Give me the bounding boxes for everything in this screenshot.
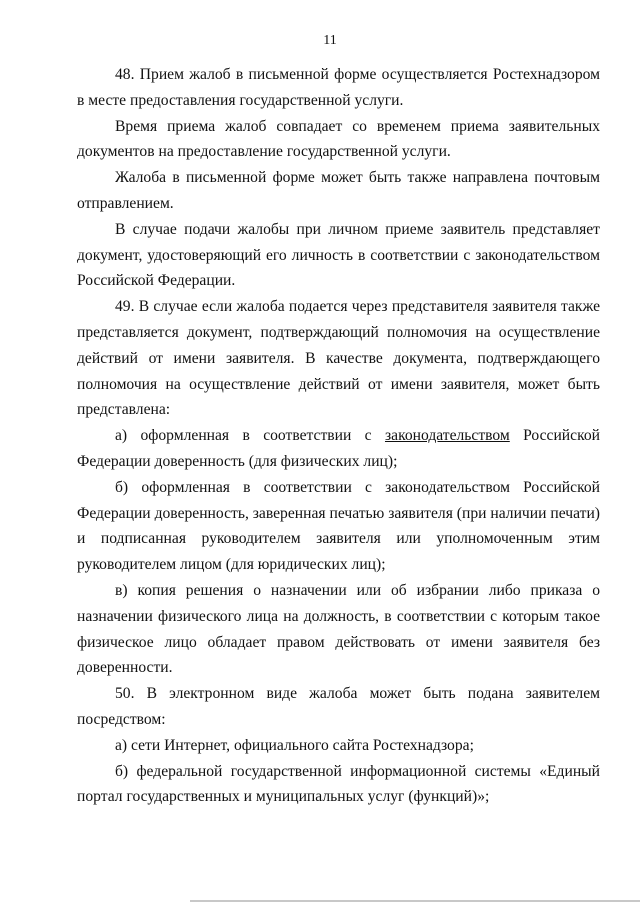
paragraph-49-c: в) копия решения о назначении или об избрании либо приказа о назначении физического лица на должность, в соответствии с которым такое физическое лицо обладает правом действовать от имени заявителя без доверенности. [77,581,600,677]
paragraph-48-post: Жалоба в письменной форме может быть также направлена почтовым отправлением. [77,169,600,212]
legislation-link[interactable]: законодательством [384,427,510,445]
bottom-edge-line [190,900,640,902]
paragraph-50-a: а) сети Интернет, официального сайта Ростехнадзора; [115,736,474,754]
paragraph-49-b: б) оформленная в соответствии с законодательством Российской Федерации доверенность, заверенная печатью заявителя (при наличии печати) и подписанная руководителем заявителя или уполномоченным этим руководителем лицом (для юридических лиц); [77,478,600,574]
paragraph-49-a-suffix: Российской Федерации доверенность (для физических лиц); [77,427,601,470]
paragraph-50-b: б) федеральной государственной информационной системы «Единый портал государственных и муниципальных услуг (функций)»; [77,762,600,806]
paragraph-49-a-prefix: а) оформленная в соответствии с [115,427,385,445]
paragraph-50: 50. В электронном виде жалоба может быть подана заявителем посредством: [77,685,600,728]
paragraph-48-time: Время приема жалоб совпадает со временем приема заявительных документов на предоставление государственной услуги. [77,117,600,161]
page-number: 11 [323,33,337,48]
paragraph-48-personal: В случае подачи жалобы при личном приеме заявитель представляет документ, удостоверяющий его личность в соответствии с законодательством Российской Федерации. [77,220,600,290]
document-body [77,62,600,810]
paragraph-49-a [77,423,600,475]
paragraph-48: 48. Прием жалоб в письменной форме осуществляется Ростехнадзором в месте предоставления государственной услуги. [77,66,600,109]
paragraph-49: 49. В случае если жалоба подается через представителя заявителя также представляется документ, подтверждающий полномочия на осуществление действий от имени заявителя. В качестве документа, подтверждающего полномочия на осуществление действий от имени заявителя, может быть представлена: [77,298,600,419]
